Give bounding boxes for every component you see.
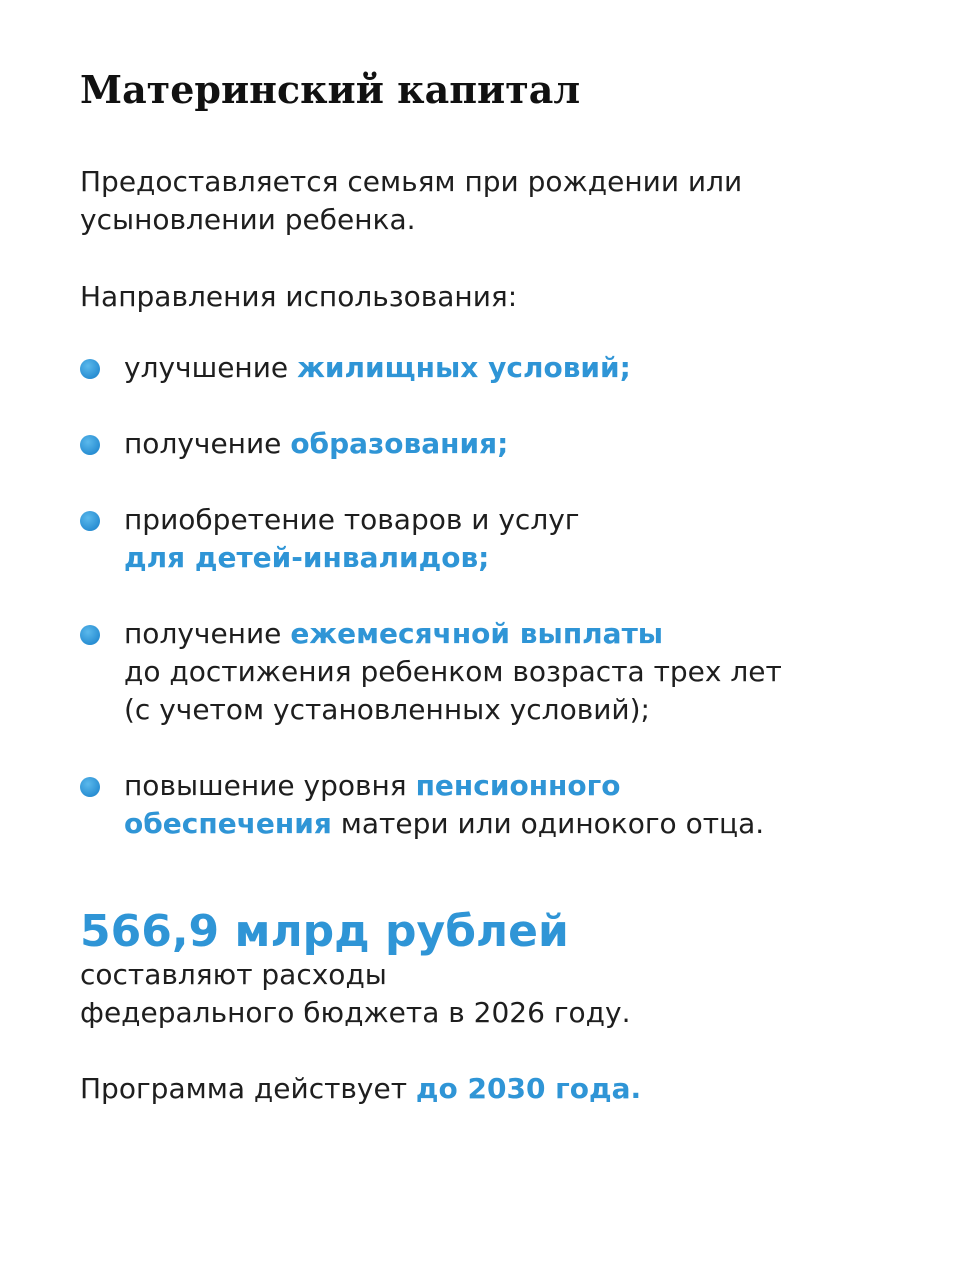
bullet-dot-icon — [80, 435, 100, 455]
list-item-text — [124, 615, 782, 729]
budget-line-2: федерального бюджета в 2026 году. — [80, 996, 631, 1029]
list-item-accent: жилищных условий; — [297, 351, 631, 384]
intro-paragraph — [80, 163, 742, 239]
intro-line-2: усыновлении ребенка. — [80, 203, 416, 236]
list-item-text — [124, 501, 580, 577]
intro-line-1: Предоставляется семьям при рождении или — [80, 165, 743, 198]
list-item-lead: повышение уровня — [124, 769, 416, 802]
budget-amount: 566,9 млрд рублей — [80, 906, 569, 957]
list-item-lead: получение — [124, 617, 291, 650]
program-duration — [80, 1070, 641, 1108]
directions-heading: Направления использования: — [80, 280, 518, 313]
list-item-lead: получение — [124, 427, 291, 460]
list-item-accent-2: обеспечения — [124, 807, 332, 840]
list-item-accent: ежемесячной выплаты — [290, 617, 664, 650]
list-item-tail: матери или одинокого отца. — [331, 807, 765, 840]
bullet-dot-icon — [80, 511, 100, 531]
bullet-dot-icon — [80, 625, 100, 645]
budget-description — [80, 956, 631, 1032]
program-lead: Программа действует — [80, 1072, 416, 1105]
list-item-accent: пенсионного — [415, 769, 621, 802]
list-item-accent: образования; — [290, 427, 509, 460]
list-item-line-2: до достижения ребенком возраста трех лет — [124, 655, 782, 688]
list-item-lead: улучшение — [124, 351, 298, 384]
list-item-text — [124, 767, 764, 843]
list-item-line-3: (с учетом установленных условий); — [124, 693, 650, 726]
list-item-text — [124, 349, 631, 387]
budget-line-1: составляют расходы — [80, 958, 387, 991]
program-accent: до 2030 года. — [415, 1072, 642, 1105]
bullet-dot-icon — [80, 777, 100, 797]
list-item-accent: для детей-инвалидов; — [124, 541, 490, 574]
list-item-text — [124, 425, 508, 463]
list-item-lead: приобретение товаров и услуг — [124, 503, 580, 536]
page-title: Материнский капитал — [80, 67, 581, 112]
bullet-dot-icon — [80, 359, 100, 379]
